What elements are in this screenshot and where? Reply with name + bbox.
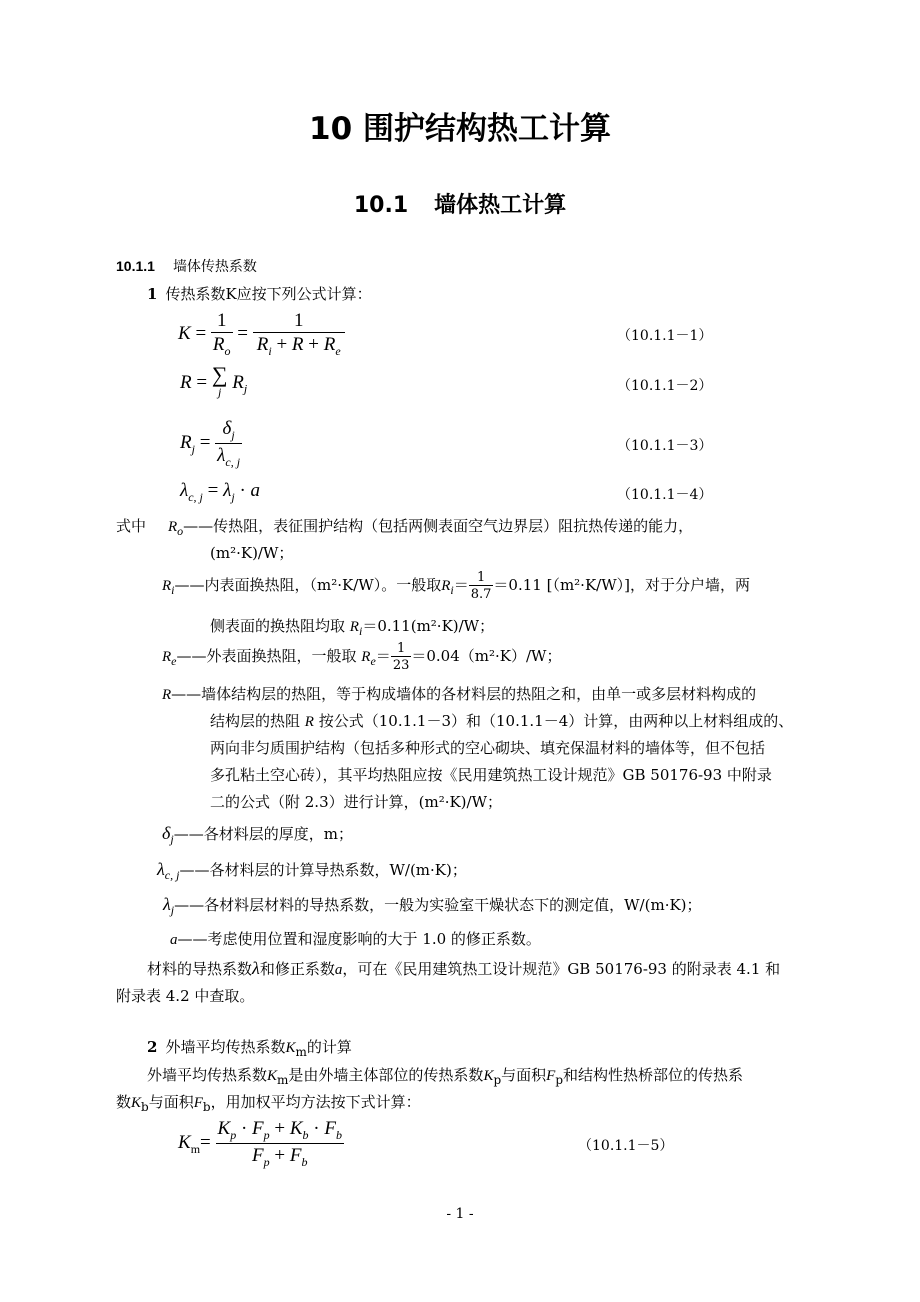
item-2-para-line1: 外墙平均传热系数$K_m$是由外墙主体部位的传热系数$K_p$与面积$F_p$和结构性热桥部位的传热系 [147, 1066, 744, 1087]
def-ri: $R_i——$内表面换热阻，（m²·K/W）。一般取$R_i=$ $\frac{1}{8.7}$ ＝0.11 [（m²·K/W）]，对于分户墙，两 [162, 570, 750, 602]
item-2-number: 2 [147, 1038, 158, 1056]
equation-number-2: （10.1.1－2） [617, 378, 713, 394]
subsection-heading [116, 256, 257, 276]
equation-number-1: （10.1.1－1） [617, 328, 713, 344]
def-a: a——考虑使用位置和湿度影响的大于 1.0 的修正系数。 [170, 930, 541, 948]
item-1 [147, 283, 372, 304]
equation-1: K = $\frac{1}{R_o}$ = $\frac{1}{R_i + R + R_e}$ [178, 310, 345, 359]
item-2: 2 外墙平均传热系数$K_m$的计算 [147, 1038, 352, 1059]
note-line2: 附录表 4.2 中查取。 [116, 987, 255, 1005]
where-label: 式中 [116, 517, 147, 535]
def-ro-unit: (m²·K)/W； [210, 544, 294, 562]
equation-number-4: （10.1.1－4） [617, 487, 713, 503]
def-r-line1: R——墙体结构层的热阻，等于构成墙体的各材料层的热阻之和，由单一或多层材料构成的 [162, 685, 757, 703]
def-re: $R_e——$外表面换热阻，一般取 $R_e=$ $\frac{1}{23}$ ＝0.04（m²·K）/W； [162, 641, 562, 673]
section-heading [0, 188, 920, 219]
def-r-line4: 多孔粘土空心砖），其平均热阻应按《民用建筑热工设计规范》GB 50176-93 中附录 [210, 766, 772, 784]
def-r-line2: 结构层的热阻 R 按公式（10.1.1－3）和（10.1.1－4）计算，由两种以上材料组成的、 [210, 712, 794, 730]
equation-2: R = ∑ j $R_j$ [180, 362, 248, 399]
def-r-line3: 两向非匀质围护结构（包括多种形式的空心砌块、填充保温材料的墙体等，但不包括 [210, 739, 766, 757]
equation-4: $\lambda_{c, j} = \lambda_j \cdot a$ [180, 480, 261, 504]
item-1-text: 传热系数K应按下列公式计算： [165, 285, 372, 303]
equation-number-3: （10.1.1－3） [617, 438, 713, 454]
subsection-title: 墙体传热系数 [172, 259, 257, 275]
section-title: 墙体热工计算 [434, 193, 567, 218]
def-r-line5: 二的公式（附 2.3）进行计算，(m²·K)/W； [210, 793, 503, 811]
equation-5: $K_m=$ $\frac{K_p \cdot F_p + K_b \cdot F_b}{F_p + F_b}$ [178, 1118, 342, 1169]
subsection-number: 10.1.1 [116, 258, 155, 274]
chapter-title: 10 围护结构热工计算 [309, 111, 611, 147]
item-2-para-line2: 数$K_b$与面积$F_b$，用加权平均方法按下式计算： [116, 1093, 421, 1114]
def-delta: $\delta_j——$各材料层的厚度，m； [162, 823, 353, 846]
def-lambda-c: $\lambda_{c, j}——$各材料层的计算导热系数，W/(m·K)； [157, 859, 467, 882]
equation-3: $R_j$ = $\frac{\delta_j}{\lambda_{c, j}}$ [180, 418, 241, 469]
item-1-number: 1 [147, 285, 158, 303]
def-ro: $R_o——$传热阻，表征围护结构（包括两侧表面空气边界层）阻抗热传递的能力， [168, 517, 694, 538]
page-number: - 1 - [446, 1206, 474, 1222]
def-ri-2: 侧表面的换热阻均取 $R_i=0.11(m^2\cdot K)/W$； [210, 617, 495, 638]
def-lambda: $\lambda_j——$各材料层材料的导热系数，一般为实验室干燥状态下的测定值，W/(m·K)； [163, 894, 702, 917]
section-number: 10.1 [353, 193, 409, 218]
note-line1: 材料的导热系数λ和修正系数a，可在《民用建筑热工设计规范》GB 50176-93 的附录表 4.1 和 [147, 958, 781, 978]
equation-number-5: （10.1.1－5） [578, 1138, 674, 1154]
